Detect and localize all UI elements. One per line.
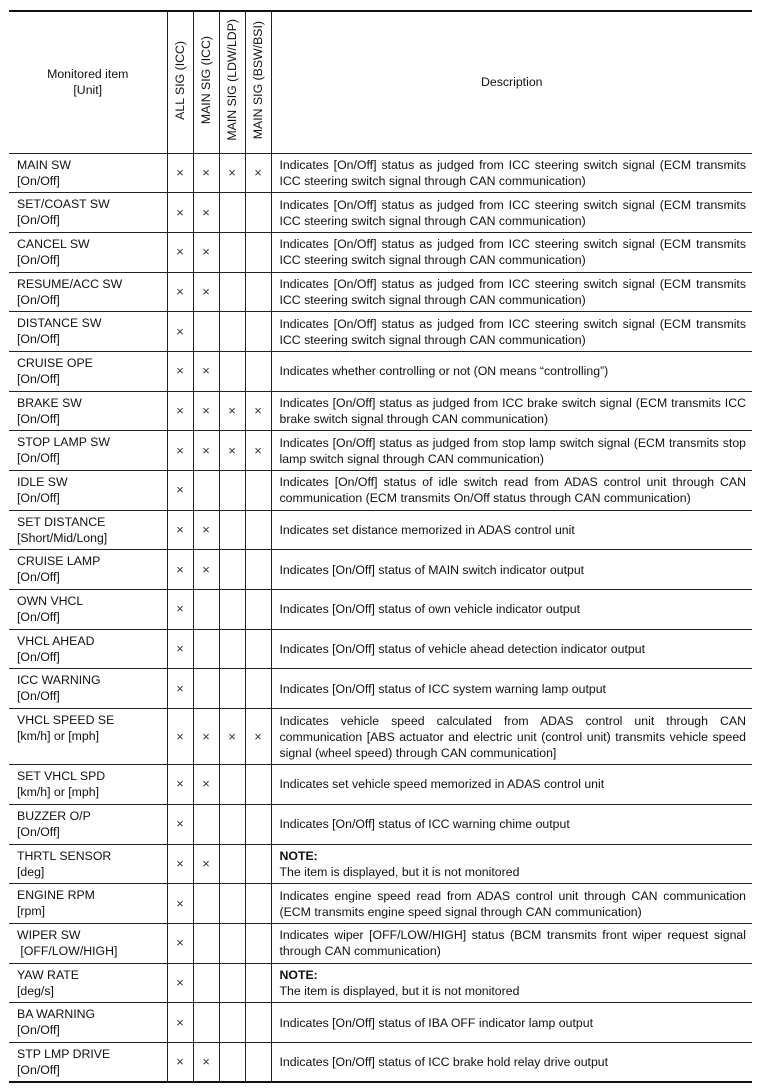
item-name: VHCL AHEAD [17,633,95,648]
table-row [9,590,752,630]
main-sig-bsw-mark [245,884,271,924]
all-sig-icc-mark: × [167,844,193,884]
main-sig-ldw-mark [219,550,245,590]
main-sig-ldw-mark [219,351,245,391]
description-cell [271,351,752,391]
item-unit: [km/h] or [mph] [17,729,100,744]
main-sig-ldw-mark [219,272,245,312]
item-unit: [On/Off] [17,451,60,466]
table-row [9,923,752,963]
main-sig-icc-mark [193,804,219,844]
description-text: Indicates [On/Off] status of IBA OFF indicator lamp output [279,1015,593,1030]
item-name: BRAKE SW [17,395,82,410]
item-name: SET DISTANCE [17,514,106,529]
all-sig-icc-mark: × [167,1003,193,1043]
monitored-item-cell [9,590,167,630]
item-unit: [On/Off] [17,213,60,228]
main-sig-ldw-label: MAIN SIG (LDW/LDP) [225,19,239,142]
main-sig-icc-mark: × [193,351,219,391]
main-sig-bsw-header [245,11,271,153]
monitored-item-cell [9,629,167,669]
main-sig-bsw-mark [245,804,271,844]
description-cell [271,884,752,924]
main-sig-icc-mark: × [193,844,219,884]
table-row [9,351,752,391]
all-sig-icc-mark: × [167,193,193,233]
main-sig-bsw-mark [245,232,271,272]
description-cell [271,193,752,233]
main-sig-bsw-mark [245,312,271,352]
description-text: Indicates wiper [OFF/LOW/HIGH] status (BCM transmits front wiper request signal through CAN communication) [279,928,746,959]
item-unit: [On/Off] [17,292,60,307]
description-cell [271,510,752,550]
main-sig-bsw-mark [245,923,271,963]
main-sig-bsw-label: MAIN SIG (BSW/BSI) [251,21,265,140]
main-sig-ldw-mark [219,765,245,805]
main-sig-bsw-mark [245,590,271,630]
description-text: Indicates [On/Off] status as judged from ICC steering switch signal (ECM transmits ICC steering switch signal through CAN communication) [279,316,746,347]
monitored-item-cell [9,193,167,233]
note-label: NOTE: [279,848,318,863]
table-row [9,153,752,193]
all-sig-icc-mark: × [167,923,193,963]
table-row [9,550,752,590]
main-sig-icc-mark: × [193,272,219,312]
main-sig-bsw-mark: × [245,153,271,193]
description-cell [271,629,752,669]
monitored-item-cell [9,923,167,963]
main-sig-bsw-mark [245,510,271,550]
description-cell [271,1003,752,1043]
description-cell [271,765,752,805]
main-sig-ldw-mark [219,232,245,272]
description-cell [271,312,752,352]
all-sig-icc-mark: × [167,391,193,431]
main-sig-icc-label: MAIN SIG (ICC) [199,36,213,125]
all-sig-icc-mark: × [167,629,193,669]
item-unit: [deg/s] [17,983,54,998]
description-text: Indicates vehicle speed calculated from ADAS control unit through CAN communication [ABS actuator and electric unit (control unit) transmits vehicle speed signal (wheel speed) through CAN communication] [279,713,746,760]
main-sig-bsw-mark: × [245,709,271,765]
description-text: Indicates [On/Off] status as judged from ICC steering switch signal (ECM transmits ICC steering switch signal through CAN communication) [279,237,746,268]
description-cell [271,844,752,884]
main-sig-icc-header [193,11,219,153]
main-sig-ldw-mark [219,884,245,924]
description-cell [271,272,752,312]
description-cell [271,471,752,511]
all-sig-icc-mark: × [167,550,193,590]
table-row [9,804,752,844]
table-row [9,844,752,884]
main-sig-bsw-mark [245,193,271,233]
description-cell [271,709,752,765]
description-cell [271,963,752,1003]
description-text: Indicates [On/Off] status as judged from ICC steering switch signal (ECM transmits ICC steering switch signal through CAN communication) [279,276,746,307]
item-name: ICC WARNING [17,673,101,688]
monitored-item-cell [9,844,167,884]
main-sig-bsw-mark [245,471,271,511]
monitored-item-cell [9,351,167,391]
description-header: Description [271,11,752,153]
item-name: YAW RATE [17,967,79,982]
item-name: BUZZER O/P [17,808,91,823]
description-text: Indicates [On/Off] status of MAIN switch indicator output [279,562,585,577]
main-sig-icc-mark [193,629,219,669]
main-sig-ldw-mark [219,1042,245,1082]
main-sig-ldw-mark [219,629,245,669]
description-text: Indicates whether controlling or not (ON means “controlling”) [279,364,609,379]
item-unit: [On/Off] [17,1062,60,1077]
monitored-item-cell [9,1003,167,1043]
main-sig-bsw-mark: × [245,431,271,471]
description-cell [271,550,752,590]
description-text: Indicates [On/Off] status of own vehicle indicator output [279,602,581,617]
all-sig-icc-mark: × [167,804,193,844]
item-unit: [km/h] or [mph] [17,785,100,800]
monitored-item-cell [9,312,167,352]
table-row [9,471,752,511]
item-name: ENGINE RPM [17,888,95,903]
main-sig-icc-mark [193,590,219,630]
main-sig-ldw-mark [219,1003,245,1043]
main-sig-ldw-mark [219,590,245,630]
description-cell [271,804,752,844]
item-unit: [On/Off] [17,252,60,267]
main-sig-bsw-mark [245,765,271,805]
description-text: Indicates [On/Off] status of ICC system warning lamp output [279,681,606,696]
main-sig-bsw-mark [245,550,271,590]
table-header-row [9,11,752,153]
monitored-item-cell [9,550,167,590]
table-row [9,1042,752,1082]
item-unit: [On/Off] [17,570,60,585]
table-row [9,510,752,550]
main-sig-ldw-mark [219,844,245,884]
main-sig-ldw-mark [219,312,245,352]
main-sig-bsw-mark [245,669,271,709]
monitored-item-cell [9,391,167,431]
main-sig-ldw-mark [219,804,245,844]
item-unit: [On/Off] [17,689,60,704]
all-sig-icc-mark: × [167,590,193,630]
main-sig-bsw-mark [245,844,271,884]
item-name: SET VHCL SPD [17,769,106,784]
all-sig-icc-mark: × [167,272,193,312]
main-sig-icc-mark: × [193,153,219,193]
monitored-item-cell [9,804,167,844]
item-name: SET/COAST SW [17,197,110,212]
main-sig-bsw-mark [245,963,271,1003]
table-row [9,963,752,1003]
all-sig-icc-mark: × [167,471,193,511]
item-unit: [rpm] [17,904,46,919]
description-text: Indicates [On/Off] status as judged from ICC brake switch signal (ECM transmits ICC brake switch signal through CAN communication) [279,395,746,426]
item-unit: [On/Off] [17,411,60,426]
main-sig-icc-mark [193,669,219,709]
description-cell [271,153,752,193]
all-sig-icc-mark: × [167,884,193,924]
item-unit: [On/Off] [17,332,60,347]
item-name: RESUME/ACC SW [17,276,123,291]
description-text: Indicates [On/Off] status as judged from ICC steering switch signal (ECM transmits ICC steering switch signal through CAN communication) [279,197,746,228]
item-name: DISTANCE SW [17,316,102,331]
all-sig-icc-mark: × [167,312,193,352]
main-sig-bsw-mark [245,351,271,391]
all-sig-icc-mark: × [167,351,193,391]
note-label: NOTE: [279,967,318,982]
main-sig-bsw-mark [245,1003,271,1043]
monitored-item-cell [9,669,167,709]
monitored-item-cell [9,510,167,550]
item-name: IDLE SW [17,475,68,489]
table-row [9,1003,752,1043]
main-sig-icc-mark: × [193,1042,219,1082]
monitored-item-cell [9,1042,167,1082]
description-text: Indicates set vehicle speed memorized in ADAS control unit [279,777,605,792]
item-name: STP LMP DRIVE [17,1046,111,1061]
main-sig-icc-mark [193,1003,219,1043]
main-sig-ldw-mark [219,963,245,1003]
item-name: CRUISE LAMP [17,554,101,569]
table-row [9,272,752,312]
main-sig-ldw-mark [219,471,245,511]
main-sig-ldw-mark: × [219,153,245,193]
table-row [9,765,752,805]
main-sig-icc-mark: × [193,510,219,550]
description-text: Indicates [On/Off] status as judged from stop lamp switch signal (ECM transmits stop lamp switch signal through CAN communication) [279,435,746,466]
monitored-item-cell [9,232,167,272]
item-name: STOP LAMP SW [17,435,110,450]
item-name: MAIN SW [17,157,71,172]
description-text: Indicates [On/Off] status as judged from ICC steering switch signal (ECM transmits ICC steering switch signal through CAN communication) [279,157,746,188]
item-unit: [On/Off] [17,824,60,839]
description-text: Indicates [On/Off] status of vehicle ahead detection indicator output [279,642,645,657]
all-sig-icc-mark: × [167,153,193,193]
description-cell [271,431,752,471]
main-sig-icc-mark [193,923,219,963]
description-text: Indicates [On/Off] status of idle switch read from ADAS control unit through CAN communication (ECM transmits On/Off status through CAN communication) [279,475,746,506]
monitored-item-header-line1: Monitored item [47,67,129,82]
main-sig-icc-mark: × [193,709,219,765]
description-cell [271,923,752,963]
table-row [9,312,752,352]
main-sig-icc-mark: × [193,550,219,590]
main-sig-icc-mark: × [193,431,219,471]
main-sig-icc-mark: × [193,193,219,233]
item-name: THRTL SENSOR [17,848,112,863]
item-unit: [Short/Mid/Long] [17,530,108,545]
table-row [9,709,752,765]
item-unit: [On/Off] [17,371,60,386]
main-sig-icc-mark [193,884,219,924]
table-row [9,884,752,924]
table-row [9,232,752,272]
all-sig-icc-mark: × [167,232,193,272]
description-cell [271,590,752,630]
table-row [9,669,752,709]
main-sig-bsw-mark [245,1042,271,1082]
description-text: The item is displayed, but it is not monitored [279,864,520,879]
description-text: Indicates set distance memorized in ADAS control unit [279,523,575,538]
monitored-item-cell [9,272,167,312]
description-cell [271,1042,752,1082]
monitor-item-table [9,10,752,1083]
description-text: The item is displayed, but it is not monitored [279,983,520,998]
description-cell [271,232,752,272]
monitored-item-cell [9,709,167,765]
main-sig-icc-mark [193,471,219,511]
all-sig-icc-header [167,11,193,153]
main-sig-ldw-mark [219,923,245,963]
all-sig-icc-mark: × [167,510,193,550]
table-row [9,431,752,471]
monitored-item-cell [9,471,167,511]
all-sig-icc-mark: × [167,765,193,805]
main-sig-icc-mark: × [193,765,219,805]
main-sig-ldw-mark: × [219,391,245,431]
item-unit: [OFF/LOW/HIGH] [17,943,118,958]
item-unit: [deg] [17,864,45,879]
main-sig-bsw-mark [245,629,271,669]
monitored-item-cell [9,153,167,193]
monitored-item-cell [9,431,167,471]
all-sig-icc-mark: × [167,709,193,765]
description-text: Indicates engine speed read from ADAS control unit through CAN communication (ECM transmits engine speed signal through CAN communication) [279,888,746,919]
table-row [9,391,752,431]
table-row [9,629,752,669]
description-cell [271,391,752,431]
item-unit: [On/Off] [17,491,60,505]
main-sig-bsw-mark: × [245,391,271,431]
item-unit: [On/Off] [17,173,60,188]
main-sig-bsw-mark [245,272,271,312]
item-name: OWN VHCL [17,594,84,609]
monitored-item-cell [9,963,167,1003]
main-sig-ldw-mark: × [219,709,245,765]
item-name: CANCEL SW [17,236,90,251]
item-unit: [On/Off] [17,610,60,625]
item-name: CRUISE OPE [17,355,93,370]
monitored-item-header-line2: [Unit] [73,83,103,98]
item-unit: [On/Off] [17,1023,60,1038]
item-name: VHCL SPEED SE [17,713,115,728]
all-sig-icc-mark: × [167,1042,193,1082]
main-sig-ldw-header [219,11,245,153]
all-sig-icc-mark: × [167,431,193,471]
monitored-item-header [9,11,167,153]
main-sig-ldw-mark: × [219,431,245,471]
main-sig-icc-mark [193,963,219,1003]
all-sig-icc-mark: × [167,669,193,709]
main-sig-ldw-mark [219,193,245,233]
main-sig-icc-mark [193,312,219,352]
item-name: BA WARNING [17,1007,96,1022]
main-sig-ldw-mark [219,510,245,550]
all-sig-icc-label: ALL SIG (ICC) [173,40,187,120]
item-unit: [On/Off] [17,649,60,664]
monitored-item-cell [9,765,167,805]
all-sig-icc-mark: × [167,963,193,1003]
monitored-item-cell [9,884,167,924]
description-text: Indicates [On/Off] status of ICC brake hold relay drive output [279,1055,609,1070]
description-text: Indicates [On/Off] status of ICC warning chime output [279,817,570,832]
description-cell [271,669,752,709]
main-sig-icc-mark: × [193,391,219,431]
table-row [9,193,752,233]
item-name: WIPER SW [17,927,81,942]
main-sig-icc-mark: × [193,232,219,272]
table-body [9,153,752,1082]
main-sig-ldw-mark [219,669,245,709]
